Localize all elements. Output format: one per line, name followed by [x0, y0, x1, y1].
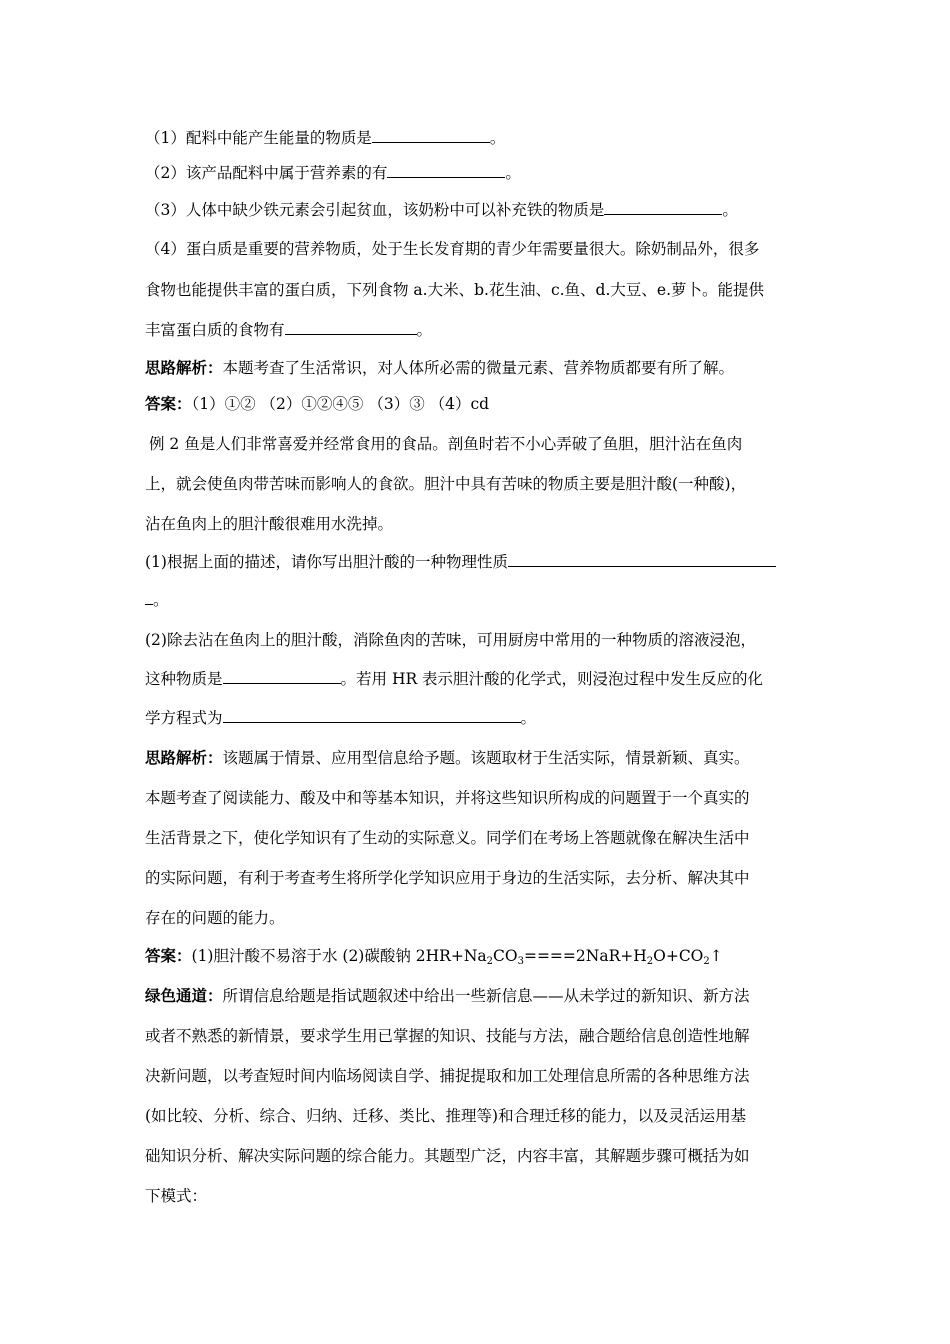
ex2-analysis-2: 本题考查了阅读能力、酸及中和等基本知识，并将这些知识所构成的问题置于一个真实的	[145, 789, 750, 807]
ex2-sub2a: (2)除去沾在鱼肉上的胆汁酸，消除鱼肉的苦味，可用厨房中常用的一种物质的溶液浸泡，	[145, 631, 756, 649]
green-line5: 础知识分析、解决实际问题的综合能力。其题型广泛，内容丰富，其解题步骤可概括为如	[145, 1147, 750, 1165]
ex2-sub1: (1)根据上面的描述，请你写出胆汁酸的一种物理性质	[145, 552, 776, 572]
ex2-sub2b: 这种物质是 。若用 HR 表示胆汁酸的化学式，则浸泡过程中发生反应的化	[145, 670, 764, 688]
blank	[223, 708, 521, 723]
ex2-answer: 答案：(1)胆汁酸不易溶于水 (2)碳酸钠 $2HR+Na_2CO_3====2NaR+H_2O+CO_2↑$	[145, 946, 723, 967]
q1-line4c: 丰富蛋白质的食物有 。	[145, 321, 433, 339]
blank	[387, 163, 505, 178]
ex2-para3: 沾在鱼肉上的胆汁酸很难用水洗掉。	[145, 515, 394, 533]
green-line3: 决新问题，以考查短时间内临场阅读自学、捕捉提取和加工处理信息所需的各种思维方法	[145, 1067, 750, 1085]
green-line6: 下模式：	[145, 1187, 208, 1205]
blank	[285, 320, 417, 335]
ex2-analysis-1: 思路解析：该题属于情景、应用型信息给予题。该题取材于生活实际，情景新颖、真实。	[145, 748, 750, 767]
blank	[604, 200, 722, 215]
blank	[223, 669, 341, 684]
ex2-analysis-4: 的实际问题，有利于考查考生将所学化学知识应用于身边的生活实际，去分析、解决其中	[145, 869, 750, 887]
q1-analysis: 思路解析：本题考查了生活常识，对人体所必需的微量元素、营养物质都要有所了解。	[145, 358, 735, 377]
q1-line4b: 食物也能提供丰富的蛋白质，下列食物 a.大米、b.花生油、c.鱼、d.大豆、e.萝卜。能提供	[145, 281, 765, 299]
ex2-analysis-3: 生活背景之下，使化学知识有了生动的实际意义。同学们在考场上答题就像在解决生活中	[145, 829, 750, 847]
ex2-para1: 例 2 鱼是人们非常喜爱并经常食用的食品。剖鱼时若不小心弄破了鱼胆，胆汁沾在鱼肉	[149, 435, 743, 453]
green-line2: 或者不熟悉的新情景，要求学生用已掌握的知识、技能与方法，融合题给信息创造性地解	[145, 1027, 750, 1045]
q1-line3: （3）人体中缺少铁元素会引起贫血，该奶粉中可以补充铁的物质是 。	[145, 201, 738, 219]
ex2-para2: 上，就会使鱼肉带苦味而影响人的食欲。胆汁中具有苦味的物质主要是胆汁酸(一种酸)，	[145, 475, 747, 493]
ex2-sub2c: 学方程式为 。	[145, 709, 537, 727]
blank	[145, 590, 153, 605]
blank	[372, 128, 490, 143]
q1-line2: （2）该产品配料中属于营养素的有 。	[145, 164, 521, 182]
ex2-sub1-end: 。	[145, 590, 169, 610]
ex2-analysis-5: 存在的问题的能力。	[145, 909, 285, 927]
green-line1: 绿色通道：所谓信息给题是指试题叙述中给出一些新信息——从未学过的新知识、新方法	[145, 986, 750, 1005]
q1-line4a: （4）蛋白质是重要的营养物质，处于生长发育期的青少年需要量很大。除奶制品外，很多	[145, 240, 760, 258]
q1-line1: （1）配料中能产生能量的物质是 。	[145, 129, 506, 147]
q1-answer: 答案：（1）①② （2）①②④⑤ （3）③ （4）cd	[145, 394, 490, 413]
blank	[508, 552, 776, 567]
green-line4: (如比较、分析、综合、归纳、迁移、类比、推理等)和合理迁移的能力，以及灵活运用基	[145, 1107, 747, 1125]
